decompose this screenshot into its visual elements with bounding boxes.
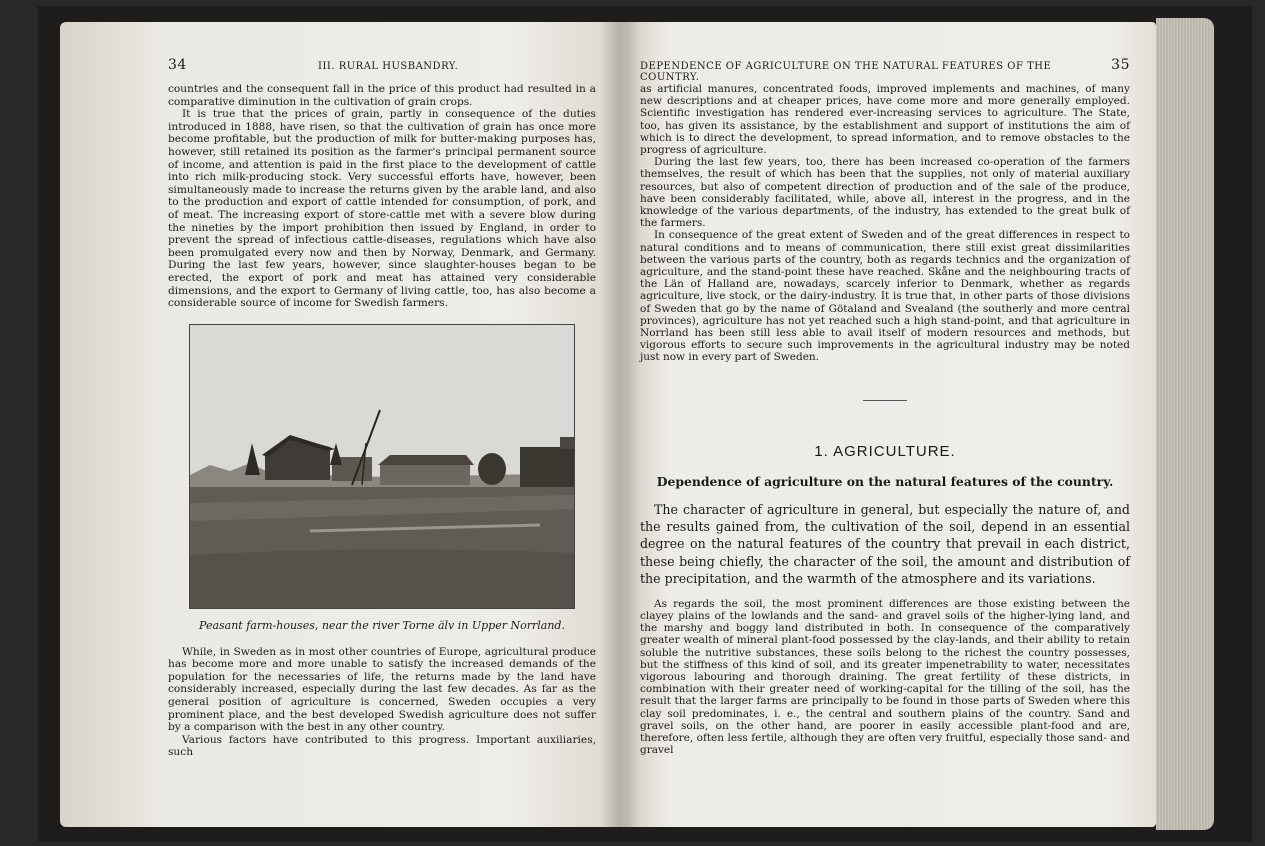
farm-house-photo-drawing xyxy=(190,325,574,608)
photo-caption: Peasant farm-houses, near the river Torne älv in Upper Norrland. xyxy=(199,618,565,632)
section-title: 1. AGRICULTURE. xyxy=(814,442,956,460)
running-head-right xyxy=(640,57,1130,83)
right-body-bottom xyxy=(640,598,1130,757)
book-spine-shadow xyxy=(600,22,640,827)
paragraph: In consequence of the great extent of Sweden and of the great differences in respect to natural conditions and to means of communication, there still exist great dissimilarities between the various parts of the country, both as regards technics and the organization of agriculture, and the stand-point these have reached. Skåne and the neighbouring tracts of the Län of Halland are, nowadays, scarcely inferior to Denmark, whether as regards agriculture, live stock, or the dairy-industry. It is true that, in other parts of those divisions of Sweden that go by the name of Götaland and Svealand (the southerly and more central provinces), agriculture has not yet reached such a high stand-point, and that agriculture in Norrland has been still less able to avail itself of modern resources and methods, but vigorous efforts to secure such improvements in the agricultural industry may be noted just now in every part of Sweden. xyxy=(640,229,1130,364)
paragraph: As regards the soil, the most prominent differences are those existing between the clayey plains of the lowlands and the sand- and gravel soils of the higher-lying land, and the marshy and boggy land distributed in both. In consequence of the comparatively greater wealth of mineral plant-food possessed by the clay-lands, and their ability to retain soluble the nutritive substances, these soils belong to the richest the country possesses, but the stiffness of this kind of soil, and its greater impenetrability to water, necessitates vigorous labouring and thorough draining. The great fertility of these districts, in combination with their greater need of working-capital for the tilling of the soil, has the result that the larger farms are principally to be found in those parts of Sweden where this clay soil predominates, i. e., the central and southern plains of the country. Sand and gravel soils, on the other hand, are poorer in easily accessible plant-food and are, therefore, often less fertile, although they are often very fruitful, especially those sand- and gravel xyxy=(640,597,1130,757)
paragraph: It is true that the prices of grain, partly in consequence of the duties introduced in 1888, have risen, so that the cultivation of grain has once more become profitable, but the production of milk for butter-making purposes has, however, still retained its position as the farmer's principal permanent source of income, and attention is paid in the first place to the development of cattle into rich milk-producing stock. Very successful efforts have, however, been simultaneously made to increase the returns given by the arable land, and also to the production and export of cattle intended for consumption, of pork, and of meat. The increasing export of store-cattle met with a severe blow during the nineties by the import prohibition then issued by England, in order to prevent the spread of infectious cattle-diseases, regulations which have also been promulgated every now and then by Norway, Denmark, and Germany. During the last few years, however, since slaughter-houses began to be erected, the export of pork and meat has attained very considerable dimensions, and the export to Germany of living cattle, too, has also become a considerable source of income for Swedish farmers. xyxy=(168,108,596,310)
running-head-left-title: III. RURAL HUSBANDRY. xyxy=(318,61,459,72)
page-number-left: 34 xyxy=(168,57,187,73)
paragraph: During the last few years, too, there has been increased co-operation of the farmers themselves, the result of which has been that the supplies, not only of material auxiliary resources, but also of competent direction of production and of the sale of the produce, have been considerably facilitated, while, above all, interest in the progress, and in the knowledge of the various departments, of the industry, has extended to the great bulk of the farmers. xyxy=(640,156,1130,230)
right-page xyxy=(626,22,1156,827)
running-head-left xyxy=(168,57,596,75)
page-number-right: 35 xyxy=(1111,57,1130,73)
paragraph: Various factors have contributed to this progress. Important auxiliaries, such xyxy=(168,733,596,759)
paragraph: While, in Sweden as in most other countries of Europe, agricultural produce has become more and more unable to satisfy the increased demands of the population for the necessaries of life, the returns made by the land have considerably increased, especially during the last few decades. As far as the general position of agriculture is concerned, Sweden occupies a very prominent place, and the best developed Swedish agriculture does not suffer by a comparison with the best in any other country. xyxy=(168,645,596,734)
subsection-title: Dependence of agriculture on the natural features of the country. xyxy=(656,473,1114,489)
right-body-top xyxy=(640,83,1130,364)
left-body-top xyxy=(168,83,596,310)
paragraph: The character of agriculture in general, but especially the nature of, and the results gained from, the cultivation of the soil, depend in an essential degree on the natural features of the country that prevail in each district, these being chiefly, the character of the soil, the amount and distribution of the precipitation, and the warmth of the atmosphere and its variations. xyxy=(640,501,1130,587)
page-edges xyxy=(1156,18,1214,830)
lead-paragraph xyxy=(640,501,1130,588)
left-body-bottom xyxy=(168,646,596,759)
running-head-right-title: DEPENDENCE OF AGRICULTURE ON THE NATURAL FEATURES OF THE COUNTRY. xyxy=(640,61,1052,83)
left-page xyxy=(60,22,626,827)
farm-house-photo xyxy=(189,324,575,609)
section-divider xyxy=(863,400,907,401)
paragraph: as artificial manures, concentrated foods, improved implements and machines, of many new descriptions and at cheaper prices, have come more and more generally employed. Scientific investigation has rendered ever-increasing services to agriculture. The State, too, has given its assistance, by the establishment and support of institutions the aim of which is to direct the development, to spread information, and to remove obstacles to the progress of agriculture. xyxy=(640,83,1130,157)
paragraph: countries and the consequent fall in the price of this product had resulted in a comparative diminution in the cultivation of grain crops. xyxy=(168,83,596,108)
